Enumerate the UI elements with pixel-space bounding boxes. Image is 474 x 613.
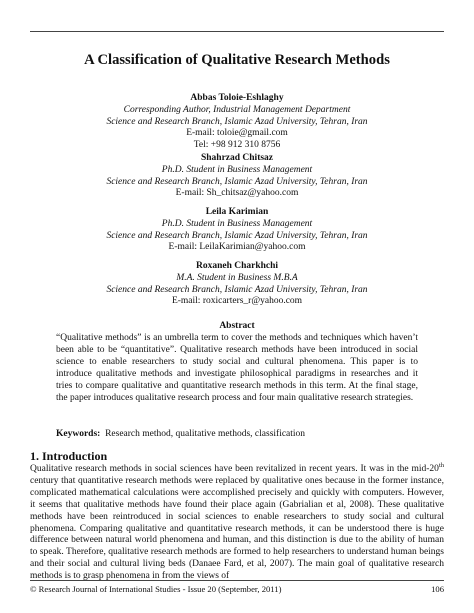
author-block-1 bbox=[30, 93, 444, 152]
author-role: Ph.D. Student in Business Management bbox=[161, 164, 313, 175]
section-heading: 1. Introduction bbox=[30, 449, 108, 463]
header-rule bbox=[30, 31, 444, 32]
author-block-2 bbox=[30, 153, 444, 200]
author-name: Roxaneh Charkhchi bbox=[195, 261, 279, 271]
author-name: Abbas Toloie-Eshlaghy bbox=[190, 93, 284, 103]
author-role: Corresponding Author, Industrial Management Department bbox=[123, 104, 351, 115]
author-affiliation: Science and Research Branch, Islamic Azad University, Tehran, Iran bbox=[106, 176, 368, 187]
section-body bbox=[30, 461, 444, 583]
page-number: 106 bbox=[431, 584, 444, 594]
body-text-part2: century that quantitative research methods were replaced by qualitative ones because in the former instance, complicated mathematical calculations were accomplished precisely and quickly with computers. However, it seems that qualitative methods have found their place again (Gabrialian et al, 2008). These qualitative methods have been reintroduced in social sciences to enable researchers to study social and cultural phenomena. Comparing qualitative and quantitative research methods, it can be understood there is huge difference between natural world phenomena and human, and this distinction is due to the ability of human to speak. Therefore, qualitative research methods are formed to help researchers to understand human beings and their social and cultural living beds (Danaee Fard, et al, 2007). The main goal of qualitative research methods is to grasp phenomena in from the views of bbox=[30, 475, 444, 582]
author-email: E-mail: roxicarters_r@yahoo.com bbox=[171, 296, 303, 307]
keywords-line bbox=[56, 429, 418, 439]
keywords-label: Keywords: bbox=[56, 429, 101, 439]
author-name: Shahrzad Chitsaz bbox=[200, 153, 274, 163]
paper-title: A Classification of Qualitative Research Methods bbox=[84, 52, 390, 68]
abstract-text: “Qualitative methods” is an umbrella term to cover the methods and techniques which haven’t been able to be “quantitative”. Qualitative research methods have been introduced in social science to enable researchers to study social and cultural phenomena. This paper is to introduce qualitative methods and investigate philosophical paradigms in researches and it tries to compare qualitative and quantitative research methods in this term. At the final stage, the paper introduces qualitative research process and four main qualitative research strategies. bbox=[56, 333, 418, 403]
author-block-3 bbox=[30, 207, 444, 254]
author-role: M.A. Student in Business M.B.A bbox=[176, 272, 298, 283]
author-affiliation: Science and Research Branch, Islamic Azad University, Tehran, Iran bbox=[106, 284, 368, 295]
author-block-4 bbox=[30, 261, 444, 308]
author-email: E-mail: Sh_chitsaz@yahoo.com bbox=[175, 188, 299, 199]
author-tel: Tel: +98 912 310 8756 bbox=[193, 140, 281, 151]
ordinal-superscript: th bbox=[438, 461, 444, 469]
body-text-part1: Qualitative research methods in social sciences have been revitalized in recent years. It was in the mid-20 bbox=[30, 464, 439, 474]
footer-rule bbox=[30, 580, 444, 581]
author-email: E-mail: toloie@gmail.com bbox=[186, 128, 288, 139]
author-role: Ph.D. Student in Business Management bbox=[161, 218, 313, 229]
abstract-heading: Abstract bbox=[219, 321, 255, 331]
author-name: Leila Karimian bbox=[205, 207, 269, 217]
keywords-text: Research method, qualitative methods, classification bbox=[105, 429, 306, 439]
author-email: E-mail: LeilaKarimian@yahoo.com bbox=[168, 242, 306, 253]
footer-journal: © Research Journal of International Studies - Issue 20 (September, 2011) bbox=[30, 584, 282, 594]
author-affiliation: Science and Research Branch, Islamic Azad University, Tehran, Iran bbox=[106, 116, 368, 127]
author-affiliation: Science and Research Branch, Islamic Azad University, Tehran, Iran bbox=[106, 230, 368, 241]
